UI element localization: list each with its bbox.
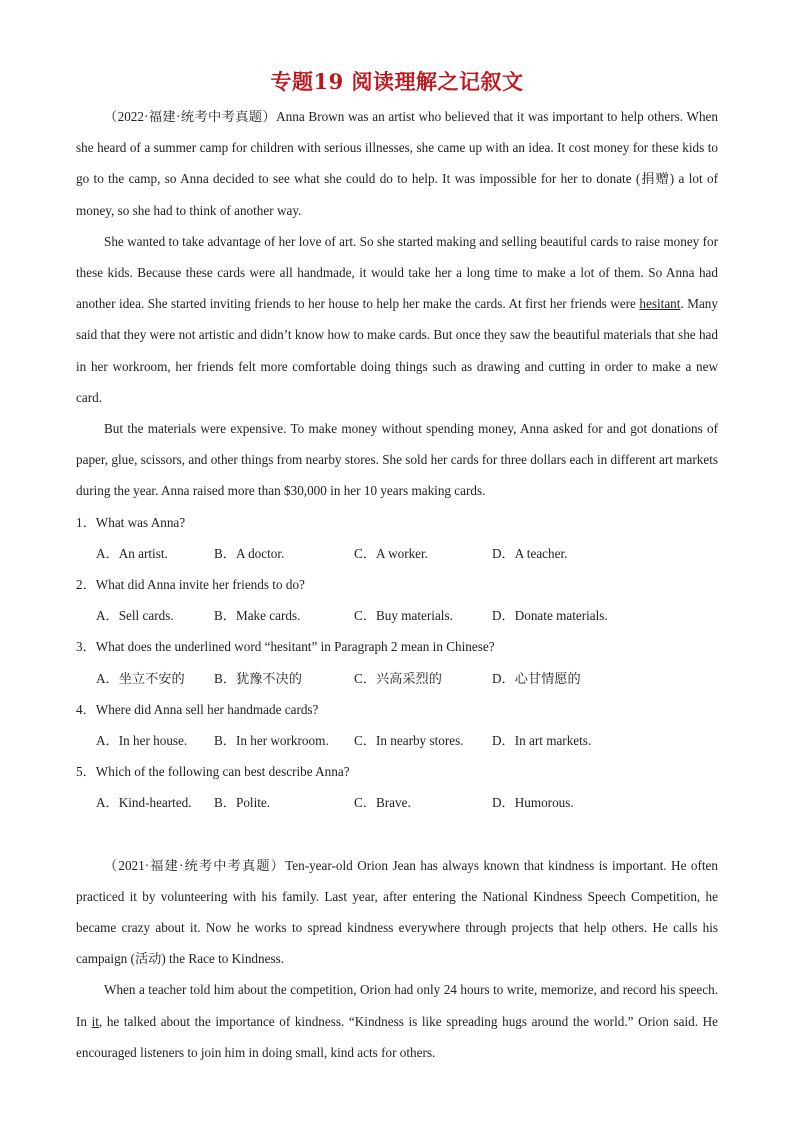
question-options [76,725,718,756]
question-2 [76,569,718,631]
passage2-source: （2021·福建·统考中考真题） [104,857,286,873]
option-a: A．An artist. [96,545,168,561]
option-c: C．A worker. [354,545,428,561]
option-d: D．Humorous. [492,795,574,811]
option-a: A．In her house. [96,733,188,749]
question-stem: 1．What was Anna? [76,514,186,530]
passage1-paragraph1 [76,101,718,226]
option-d: D．A teacher. [492,545,568,561]
option-b: B．Polite. [214,795,271,811]
question-stem: 2．What did Anna invite her friends to do? [76,577,305,593]
option-a: A．Sell cards. [96,608,174,624]
option-c: C．兴高采烈的 [354,670,442,686]
section-spacer [76,819,718,850]
underlined-word-it: it [91,1013,99,1029]
passage2-paragraph1 [76,850,718,975]
question-stem: 4．Where did Anna sell her handmade cards? [76,701,319,717]
passage1-p2-text-b: . Many said that they were not artistic and didn’t know how to make cards. But once they saw the beautiful materials that she had in her workroom, her friends felt more comfortable doing things such as drawing and cutting in order to make a new card. [76,296,718,405]
option-b: B．In her workroom. [214,733,329,749]
passage1-paragraph2 [76,226,718,413]
question-4 [76,694,718,756]
passage2-paragraph2 [76,974,718,1068]
option-d: D．心甘情愿的 [492,670,581,686]
question-1 [76,507,718,569]
option-c: C．Brave. [354,795,411,811]
question-5 [76,756,718,818]
passage1-source: （2022·福建·统考中考真题） [104,109,277,124]
passage1-p2-text-a: She wanted to take advantage of her love of art. So she started making and selling beautiful cards to raise money for these kids. Because these cards were all handmade, it would take her a long time to make a lot of them. So Anna had another idea. She started inviting friends to her house to help her make the cards. At first her friends were [76,233,718,312]
option-a: A．坐立不安的 [96,670,185,686]
passage2-p1-text: Ten-year-old Orion Jean has always known that kindness is important. He often practiced it by volunteering with his family. Last year, after entering the National Kindness Speech Competition, he became crazy about it. Now he works to spread kindness everywhere through projects that help others. He calls his campaign (活动) the Race to Kindness. [76,857,718,967]
underlined-word-hesitant: hesitant [639,296,681,312]
question-options [76,787,718,818]
passage2-p2-text-b: , he talked about the importance of kindness. “Kindness is like spreading hugs around the world.” Orion said. He encouraged listeners to join him in doing small, kind acts for others. [76,1013,718,1060]
option-b: B．Make cards. [214,608,301,624]
question-options [76,663,718,694]
question-stem: 5．Which of the following can best describe Anna? [76,764,350,780]
option-c: C．In nearby stores. [354,733,464,749]
option-a: A．Kind-hearted. [96,795,192,811]
option-c: C．Buy materials. [354,608,453,624]
option-d: D．Donate materials. [492,608,608,624]
option-b: B．A doctor. [214,545,285,561]
option-d: D．In art markets. [492,733,592,749]
passage1-p1-text: Anna Brown was an artist who believed that it was important to help others. When she heard of a summer camp for children with serious illnesses, she came up with an idea. It cost money for these kids to go to the camp, so Anna decided to see what she could do to help. It was impossible for her to donate (捐赠) a lot of money, so she had to think of another way. [76,109,718,218]
question-stem: 3．What does the underlined word “hesitant” in Paragraph 2 mean in Chinese? [76,639,495,655]
page-title: 专题19 阅读理解之记叙文 [270,69,524,94]
question-options [76,600,718,631]
question-options [76,538,718,569]
document-body [76,101,718,1068]
option-b: B．犹豫不决的 [214,670,302,686]
passage1-paragraph3: But the materials were expensive. To make money without spending money, Anna asked for and got donations of paper, glue, scissors, and other things from nearby stores. She sold her cards for three dollars each in different art markets during the year. Anna raised more than $30,000 in her 10 years making cards. [76,421,718,499]
question-3 [76,631,718,693]
passage2-p2-text-a: When a teacher told him about the competition, Orion had only 24 hours to write, memorize, and record his speech. In [76,982,718,1029]
